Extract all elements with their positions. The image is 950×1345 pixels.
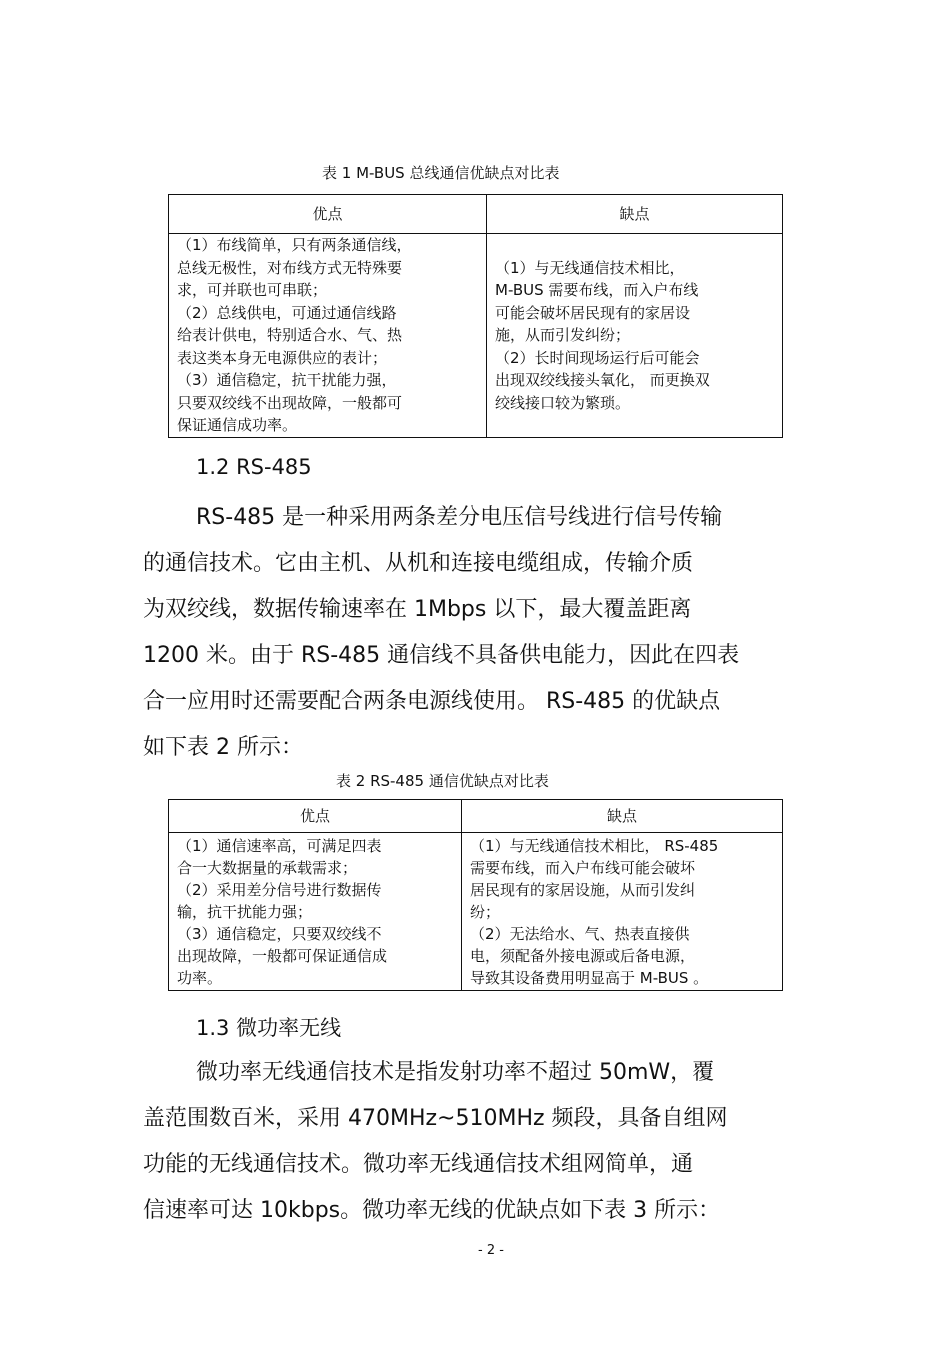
table1-cons-line: （1）与无线通信技术相比， <box>495 258 685 277</box>
table1-cons-line: （2）长时间现场运行后可能会 <box>495 348 700 367</box>
table2-header-pros: 优点 <box>169 800 462 833</box>
section-1-3-heading: 1.3 微功率无线 <box>196 1016 342 1040</box>
table2-cons-line: 纷； <box>470 902 501 921</box>
paragraph-line: 为双绞线，数据传输速率在 1Mbps 以下，最大覆盖距离 <box>143 597 692 622</box>
table1-pros-line: （1）布线简单，只有两条通信线， <box>177 236 412 254</box>
table1-pros-line: 保证通信成功率。 <box>177 416 298 434</box>
table2-cons-line: 需要布线，而入户布线可能会破坏 <box>470 858 696 877</box>
paragraph-line: 1200 米。由于 RS-485 通信线不具备供电能力，因此在四表 <box>143 643 740 668</box>
table2 <box>168 799 783 991</box>
table2-pros-line: 输，抗干扰能力强； <box>177 902 313 921</box>
table1-pros-line: 给表计供电，特别适合水、气、热 <box>177 326 403 344</box>
table1-pros-line: 只要双绞线不出现故障，一般都可 <box>177 393 403 412</box>
table2-header-cons: 缺点 <box>462 800 783 833</box>
table2-pros-cell <box>169 833 462 991</box>
table1-pros-line: 总线无极性，对布线方式无特殊要 <box>177 258 403 277</box>
table2-pros-line: 出现故障，一般都可保证通信成 <box>177 946 388 965</box>
table1-cons-line: M-BUS 需要布线，而入户布线 <box>495 281 699 299</box>
table2-pros-line: 功率。 <box>177 968 223 987</box>
paragraph-line: 功能的无线通信技术。微功率无线通信技术组网简单，通 <box>143 1152 694 1177</box>
table2-pros-line: （2）采用差分信号进行数据传 <box>177 880 382 899</box>
table2-pros-line: （3）通信稳定，只要双绞线不 <box>177 924 382 943</box>
table1-pros-line: （2）总线供电，可通过通信线路 <box>177 303 397 322</box>
table1-pros-cell <box>169 234 487 438</box>
table2-cons-line: 导致其设备费用明显高于 M-BUS 。 <box>470 968 709 987</box>
table1-pros-line: （3）通信稳定，抗干扰能力强， <box>177 371 397 389</box>
table2-cons-line: 居民现有的家居设施，从而引发纠 <box>470 880 696 899</box>
paragraph-line: 盖范围数百米，采用 470MHz~510MHz 频段，具备自组网 <box>143 1106 728 1131</box>
paragraph-line: 合一应用时还需要配合两条电源线使用。 RS-485 的优缺点 <box>143 689 721 714</box>
paragraph-line: 信速率可达 10kbps。微功率无线的优缺点如下表 3 所示： <box>143 1198 721 1223</box>
table2-caption: 表 2 RS-485 通信优缺点对比表 <box>336 772 549 790</box>
paragraph-line: 的通信技术。它由主机、从机和连接电缆组成，传输介质 <box>143 551 694 576</box>
table1-header-cons: 缺点 <box>487 195 783 234</box>
table2-pros-line: （1）通信速率高，可满足四表 <box>177 836 382 855</box>
table1-cons-line: 施，从而引发纠纷； <box>495 326 631 344</box>
table2-cons-line: （1）与无线通信技术相比， RS-485 <box>470 836 719 855</box>
table1-cons-cell <box>487 234 783 438</box>
table1-header-pros: 优点 <box>169 195 487 234</box>
table1-pros-line: 求，可并联也可串联； <box>177 281 328 299</box>
page-number: - 2 - <box>478 1243 504 1258</box>
table1-cons-line: 可能会破坏居民现有的家居设 <box>495 303 691 322</box>
table1-caption: 表 1 M-BUS 总线通信优缺点对比表 <box>322 164 560 182</box>
table2-pros-line: 合一大数据量的承载需求； <box>177 858 358 877</box>
table2-cons-cell <box>462 833 783 991</box>
paragraph-line: 如下表 2 所示： <box>143 735 303 760</box>
table1 <box>168 194 783 438</box>
table1-cons-line: 绞线接口较为繁琐。 <box>495 393 631 412</box>
table2-cons-line: 电，须配备外接电源或后备电源， <box>470 946 696 965</box>
paragraph-line: RS-485 是一种采用两条差分电压信号线进行信号传输 <box>196 505 723 530</box>
table2-cons-line: （2）无法给水、气、热表直接供 <box>470 924 690 943</box>
section-1-2-heading: 1.2 RS-485 <box>196 455 312 479</box>
paragraph-line: 微功率无线通信技术是指发射功率不超过 50mW，覆 <box>196 1060 715 1085</box>
table1-pros-line: 表这类本身无电源供应的表计； <box>177 348 388 367</box>
table1-cons-line: 出现双绞线接头氧化， 而更换双 <box>495 371 710 389</box>
